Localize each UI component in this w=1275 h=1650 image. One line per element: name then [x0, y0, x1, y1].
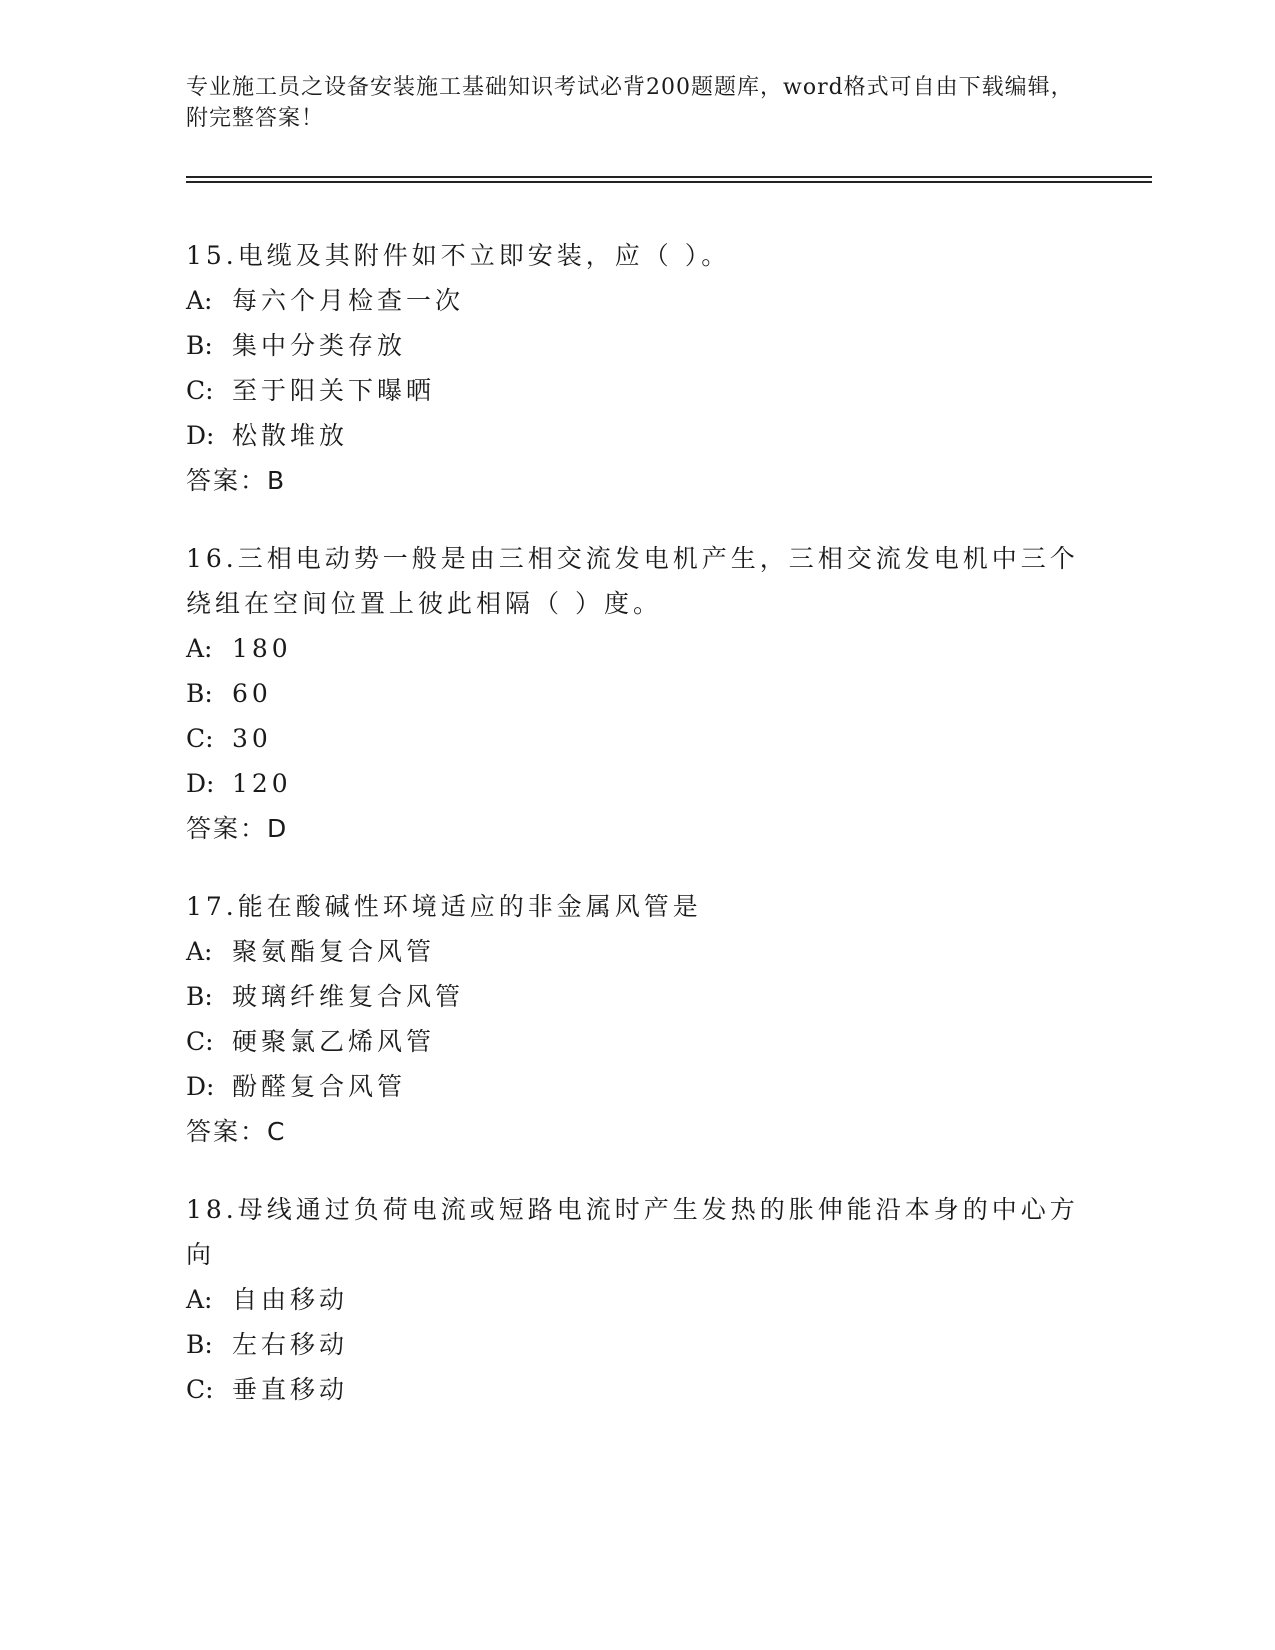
answer-line: 答案：D	[186, 814, 289, 843]
question-list	[186, 233, 1086, 1445]
option-text: 玻璃纤维复合风管	[232, 982, 465, 1011]
option-d	[186, 1064, 1086, 1109]
option-d	[186, 761, 1086, 806]
option-b	[186, 974, 1086, 1019]
answer-line: 答案：B	[186, 466, 287, 495]
option-d	[186, 413, 1086, 458]
option-text: 30	[232, 724, 272, 753]
question-text: 15.电缆及其附件如不立即安装，应（ ）。	[186, 241, 731, 270]
option-c	[186, 716, 1086, 761]
option-letter: A:	[186, 937, 213, 966]
option-c	[186, 368, 1086, 413]
option-text: 集中分类存放	[232, 331, 407, 360]
option-text: 180	[232, 634, 292, 663]
option-letter: A:	[186, 634, 213, 663]
option-text: 聚氨酯复合风管	[232, 937, 436, 966]
option-text: 每六个月检查一次	[232, 286, 465, 315]
question-17	[186, 884, 1086, 1154]
option-a	[186, 1277, 1086, 1322]
option-b	[186, 671, 1086, 716]
option-letter: C:	[186, 724, 214, 753]
question-18	[186, 1187, 1086, 1412]
question-text: 16.三相电动势一般是由三相交流发电机产生，三相交流发电机中三个绕组在空间位置上彼此相隔（ ）度。	[186, 544, 1079, 618]
answer-line: 答案：C	[186, 1117, 287, 1146]
header-rule-top	[186, 176, 1152, 178]
option-letter: B:	[186, 679, 213, 708]
option-text: 至于阳关下曝晒	[232, 376, 436, 405]
option-letter: B:	[186, 1330, 213, 1359]
option-letter: B:	[186, 331, 213, 360]
option-letter: D:	[186, 1072, 215, 1101]
option-letter: A:	[186, 286, 213, 315]
option-text: 自由移动	[232, 1285, 349, 1314]
option-letter: D:	[186, 421, 215, 450]
option-letter: D:	[186, 769, 215, 798]
option-text: 左右移动	[232, 1330, 349, 1359]
option-text: 松散堆放	[232, 421, 349, 450]
option-letter: C:	[186, 1027, 214, 1056]
option-letter: C:	[186, 376, 214, 405]
option-letter: A:	[186, 1285, 213, 1314]
option-b	[186, 1322, 1086, 1367]
question-text: 17.能在酸碱性环境适应的非金属风管是	[186, 892, 702, 921]
option-letter: B:	[186, 982, 213, 1011]
option-c	[186, 1019, 1086, 1064]
option-b	[186, 323, 1086, 368]
option-text: 垂直移动	[232, 1375, 349, 1404]
option-text: 60	[232, 679, 272, 708]
option-text: 120	[232, 769, 292, 798]
question-15	[186, 233, 1086, 503]
option-a	[186, 929, 1086, 974]
option-text: 酚醛复合风管	[232, 1072, 407, 1101]
option-a	[186, 278, 1086, 323]
document-header: 专业施工员之设备安装施工基础知识考试必背200题题库，word格式可自由下载编辑，附完整答案！	[186, 75, 1074, 131]
question-16	[186, 536, 1086, 851]
question-text: 18.母线通过负荷电流或短路电流时产生发热的胀伸能沿本身的中心方向	[186, 1195, 1079, 1269]
option-letter: C:	[186, 1375, 214, 1404]
option-a	[186, 626, 1086, 671]
option-c	[186, 1367, 1086, 1412]
option-text: 硬聚氯乙烯风管	[232, 1027, 436, 1056]
header-rule-bottom	[186, 181, 1152, 183]
